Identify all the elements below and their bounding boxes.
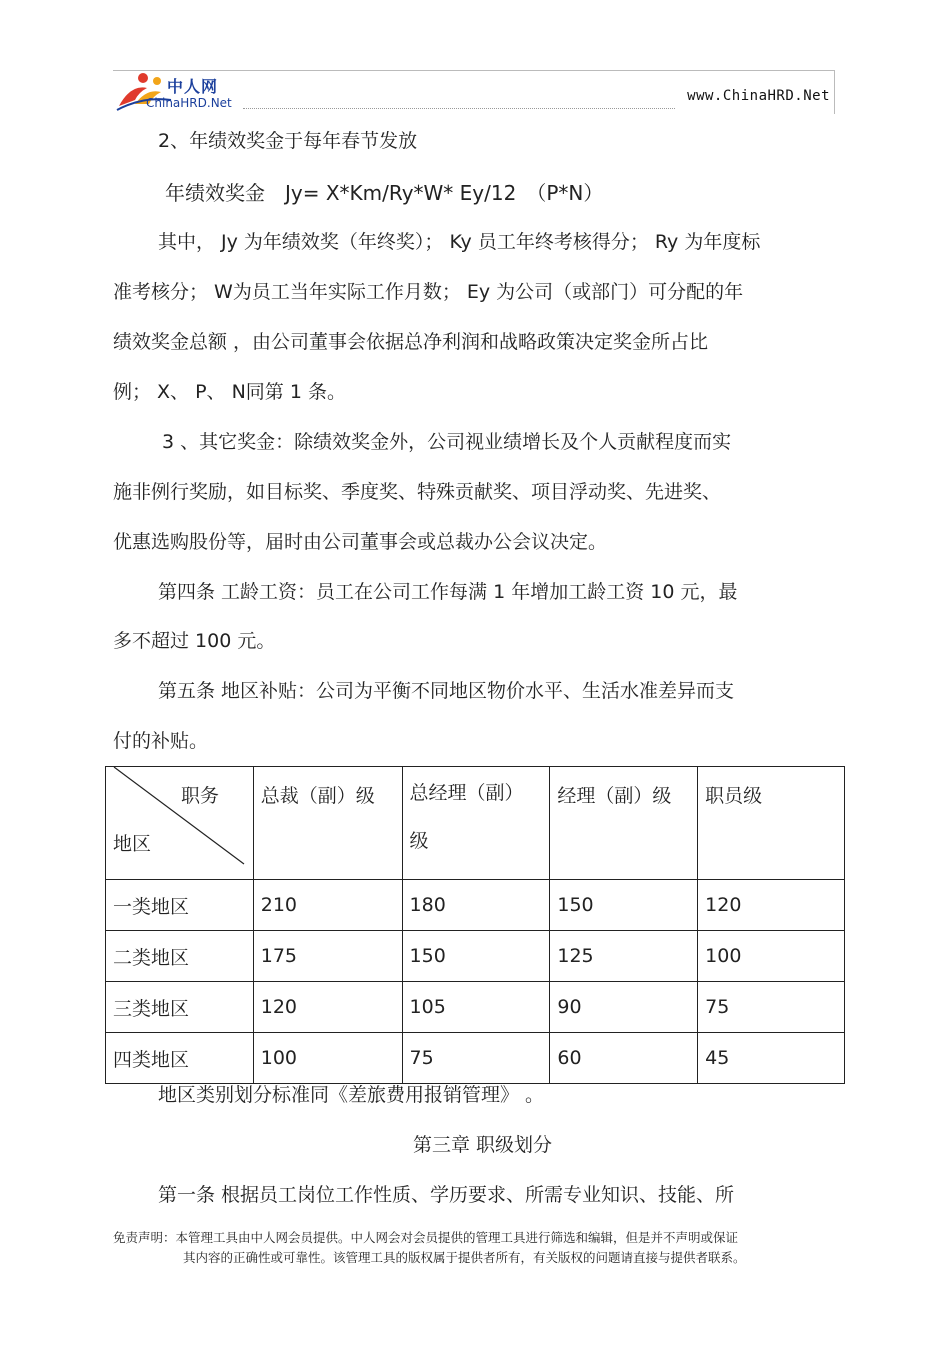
article-four-line2: 多不超过 100 元。 [113,630,276,652]
table-row [106,880,845,931]
paragraph-other-bonus-line1: 3 、其它奖金：除绩效奖金外，公司视业绩增长及个人贡献程度而实 [162,431,732,453]
value-cell: 105 [402,982,550,1033]
value-cell: 45 [698,1033,845,1084]
region-cell: 三类地区 [106,982,254,1033]
column-header-general-manager [402,767,550,880]
column-header-label: 经理（副）级 [557,785,672,807]
region-cell: 四类地区 [106,1033,254,1084]
chapter-heading: 第三章 职级划分 [413,1134,553,1156]
value-cell: 150 [550,880,698,931]
value-cell: 75 [402,1033,550,1084]
disclaimer-line2: 其内容的正确性或可靠性。该管理工具的版权属于提供者所有，有关版权的问题请直接与提供者联系。 [183,1250,746,1265]
corner-header-position: 职务 [181,785,220,807]
paragraph-annual-bonus: 2、年绩效奖金于每年春节发放 [158,130,418,152]
disclaimer-footer [113,1228,746,1268]
bonus-formula: 年绩效奖金 Jy= X*Km/Ry*W* Ey/12 （P*N） [165,181,604,205]
article-one-line1: 第一条 根据员工岗位工作性质、学历要求、所需专业知识、技能、所 [158,1184,735,1206]
column-header-president [253,767,402,880]
value-cell: 125 [550,931,698,982]
article-four-line1: 第四条 工龄工资：员工在公司工作每满 1 年增加工龄工资 10 元，最 [158,581,738,603]
table-row [106,931,845,982]
region-cell: 二类地区 [106,931,254,982]
value-cell: 90 [550,982,698,1033]
article-five-line1: 第五条 地区补贴：公司为平衡不同地区物价水平、生活水准差异而支 [158,680,735,702]
value-cell: 175 [253,931,402,982]
paragraph-explanation-line4: 例； X、 P、 N同第 1 条。 [113,381,346,403]
value-cell: 100 [698,931,845,982]
table-row [106,1033,845,1084]
column-header-label-cont: 级 [409,830,429,852]
value-cell: 120 [698,880,845,931]
value-cell: 150 [402,931,550,982]
paragraph-explanation-line3: 绩效奖金总额 ，由公司董事会依据总净利润和战略政策决定奖金所占比 [113,331,709,353]
paragraph-explanation-line1: 其中， Jy 为年绩效奖（年终奖）； Ky 员工年终考核得分； Ry 为年度标 [158,231,761,253]
column-header-label: 职员级 [705,785,763,807]
region-classification-note: 地区类别划分标准同《差旅费用报销管理》 。 [158,1084,545,1106]
paragraph-other-bonus-line3: 优惠选购股份等，届时由公司董事会或总裁办公会议决定。 [113,531,608,553]
chinahrd-logo [113,70,253,114]
paragraph-other-bonus-line2: 施非例行奖励，如目标奖、季度奖、特殊贡献奖、项目浮动奖、先进奖、 [113,481,722,503]
table-row [106,982,845,1033]
column-header-label: 总裁（副）级 [260,785,375,807]
regional-allowance-table [105,766,845,1084]
value-cell: 100 [253,1033,402,1084]
logo-english-text: ChinaHRD.Net [146,96,232,110]
column-header-manager [550,767,698,880]
header-url: www.ChinaHRD.Net [687,88,830,104]
disclaimer-line1: 免责声明：本管理工具由中人网会员提供。中人网会对会员提供的管理工具进行筛选和编辑，但是并不声明或保证 [113,1230,739,1245]
value-cell: 180 [402,880,550,931]
value-cell: 60 [550,1033,698,1084]
page-header [113,70,835,114]
article-five-line2: 付的补贴。 [113,730,209,752]
table-corner-cell [106,767,254,880]
paragraph-explanation-line2: 准考核分； W为员工当年实际工作月数； Ey 为公司（或部门）可分配的年 [113,281,744,303]
corner-header-region: 地区 [113,833,152,855]
region-cell: 一类地区 [106,880,254,931]
value-cell: 75 [698,982,845,1033]
header-dotted-rule [243,108,675,109]
column-header-label: 总经理（副） [409,782,524,804]
value-cell: 120 [253,982,402,1033]
logo-chinese-text: 中人网 [167,77,219,96]
column-header-staff [698,767,845,880]
value-cell: 210 [253,880,402,931]
